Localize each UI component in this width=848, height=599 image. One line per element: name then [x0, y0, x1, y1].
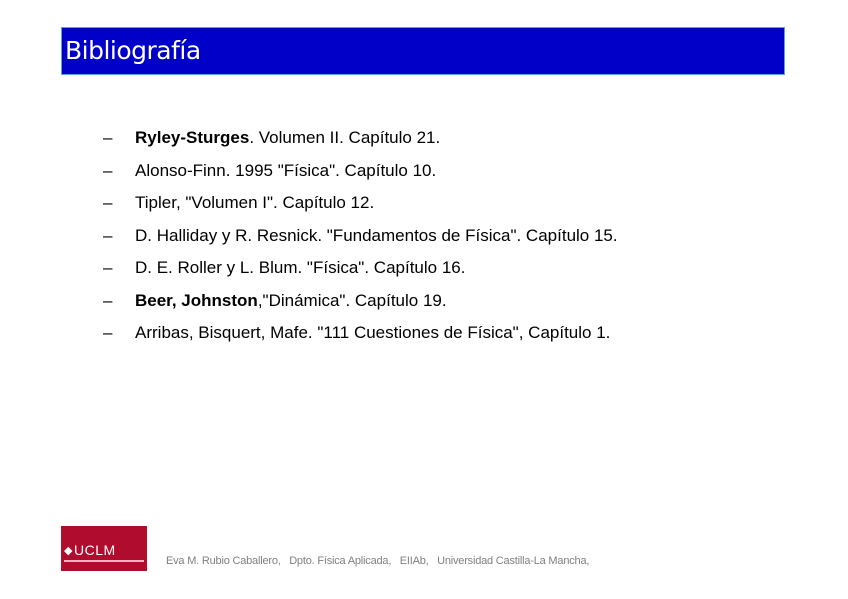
- logo-subline: [64, 560, 144, 562]
- reference-rest: Arribas, Bisquert, Mafe. "111 Cuestiones de Física", Capítulo 1.: [135, 323, 611, 342]
- bullet-dash: –: [103, 323, 113, 342]
- reference-text: [135, 291, 447, 311]
- logo-label: UCLM: [73, 542, 116, 558]
- list-item: [103, 128, 618, 161]
- reference-rest: D. Halliday y R. Resnick. "Fundamentos de Física". Capítulo 15.: [135, 225, 618, 245]
- reference-author-bold: Beer, Johnston: [135, 290, 258, 310]
- reference-text: [135, 128, 440, 148]
- list-item: [103, 291, 618, 324]
- reference-rest: Alonso-Finn. 1995 "Física". Capítulo 10.: [135, 160, 437, 180]
- list-item: [103, 161, 618, 194]
- reference-text: [135, 161, 436, 181]
- bullet-dash: –: [103, 225, 113, 245]
- reference-text: [135, 193, 374, 213]
- page-title: Bibliografía: [65, 36, 201, 65]
- bibliography-list: [103, 128, 618, 356]
- diamond-icon: ◆: [64, 545, 73, 557]
- list-item: [103, 193, 618, 226]
- bullet-dash: –: [103, 160, 113, 180]
- bullet-dash: –: [103, 258, 113, 277]
- reference-rest: Tipler, "Volumen I". Capítulo 12.: [135, 193, 375, 212]
- title-bar: [61, 27, 785, 75]
- reference-rest: D. E. Roller y L. Blum. "Física". Capítulo 16.: [135, 258, 466, 277]
- list-item: [103, 258, 618, 291]
- uclm-logo: [61, 526, 147, 571]
- logo-wordmark: [64, 542, 116, 558]
- bullet-dash: –: [103, 193, 113, 212]
- reference-text: [135, 323, 610, 343]
- reference-rest: ,"Dinámica". Capítulo 19.: [257, 290, 447, 310]
- list-item: [103, 323, 618, 356]
- footer-credit: Eva M. Rubio Caballero, Dpto. Física Aplicada, EIIAb, Universidad Castilla-La Mancha,: [166, 555, 590, 567]
- list-item: [103, 226, 618, 259]
- reference-text: [135, 226, 618, 246]
- bullet-dash: –: [103, 128, 113, 147]
- reference-text: [135, 258, 465, 278]
- bullet-dash: –: [103, 290, 113, 310]
- reference-author-bold: Ryley-Sturges: [135, 128, 250, 147]
- reference-rest: . Volumen II. Capítulo 21.: [249, 128, 441, 147]
